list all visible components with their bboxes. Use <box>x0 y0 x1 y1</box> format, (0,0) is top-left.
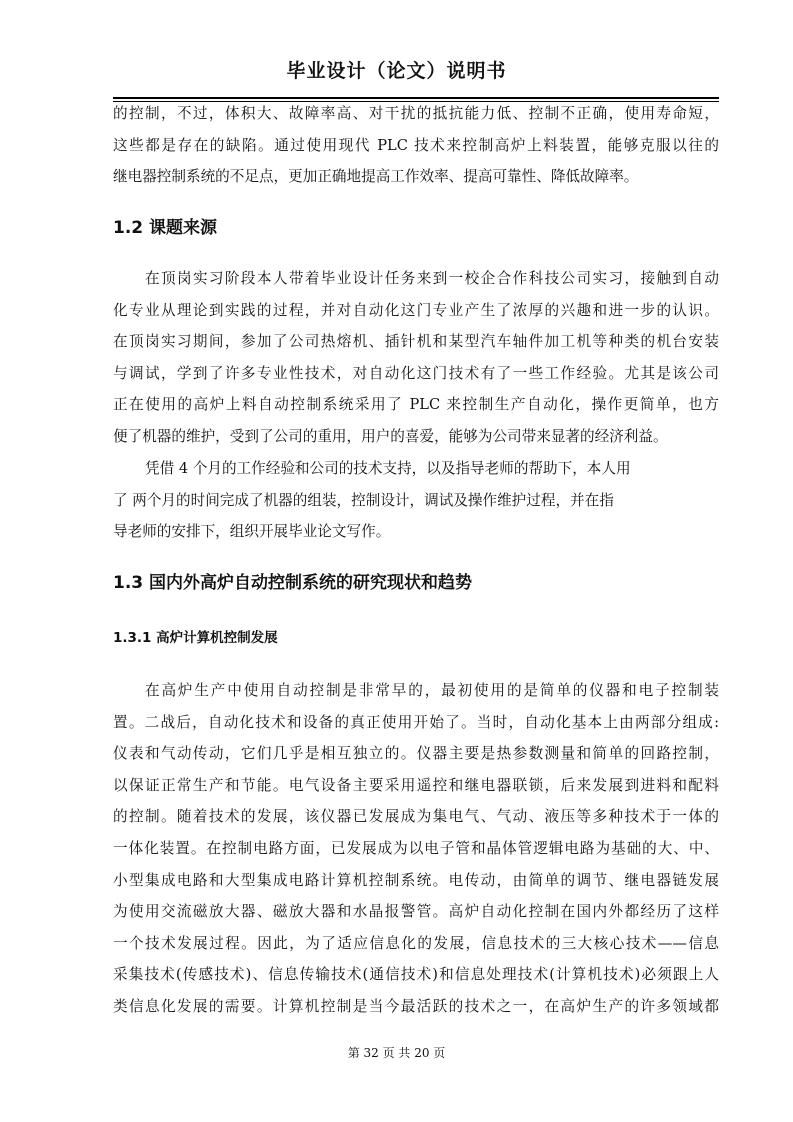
section-1-2-paragraph-2 <box>113 453 719 548</box>
page-number-footer: 第 32 页 共 20 页 <box>347 1046 446 1060</box>
text-line: 置。二战后，自动化技术和设备的真正使用开始了。当时，自动化基本上由两部分组成: <box>113 713 719 731</box>
text-line: 类信息化发展的需要。计算机控制是当今最活跃的技术之一，在高炉生产的许多领域都 <box>113 997 719 1015</box>
section-heading-1-2: 1.2 课题来源 <box>113 218 218 238</box>
page-header-title: 毕业设计（论文）说明书 <box>286 60 507 82</box>
text-line: 的控制。随着技术的发展，该仪器已发展成为集电气、气动、液压等多种技术于一体的 <box>113 808 719 826</box>
text-line: 继电器控制系统的不足点，更加正确地提高工作效率、提高可靠性、降低故障率。 <box>113 168 639 186</box>
text-line: 了 两个月的时间完成了机器的组装，控制设计，调试及操作维护过程，并在指 <box>113 491 614 509</box>
subsection-heading-1-3-1: 1.3.1 高炉计算机控制发展 <box>113 630 278 646</box>
text-line: 正在使用的高炉上料自动控制系统采用了 PLC 来控制生产自动化，操作更简单，也方 <box>113 396 719 414</box>
text-line: 一体化装置。在控制电路方面，已发展成为以电子管和晶体管逻辑电路为基础的大、中、 <box>113 839 719 857</box>
text-line: 凭借 4 个月的工作经验和公司的技术支持，以及指导老师的帮助下，本人用 <box>145 460 631 477</box>
text-line: 一个技术发展过程。因此，为了适应信息化的发展，信息技术的三大核心技术——信息 <box>113 934 719 952</box>
text-line: 在高炉生产中使用自动控制是非常早的，最初使用的是简单的仪器和电子控制装 <box>145 682 719 699</box>
text-line: 这些都是存在的缺陷。通过使用现代 PLC 技术来控制高炉上料装置，能够克服以往的 <box>113 136 719 154</box>
text-line: 导老师的安排下，组织开展毕业论文写作。 <box>113 523 391 541</box>
text-line: 采集技术(传感技术)、信息传输技术(通信技术)和信息处理技术(计算机技术)必须跟上人 <box>113 966 719 984</box>
text-line: 为使用交流磁放大器、磁放大器和水晶报警管。高炉自动化控制在国内外都经历了这样 <box>113 903 719 921</box>
text-line: 的控制，不过，体积大、故障率高、对干扰的抵抗能力低、控制不正确，使用寿命短， <box>113 105 719 122</box>
text-line: 便了机器的维护，受到了公司的重用，用户的喜爱，能够为公司带来显著的经济利益。 <box>113 427 668 445</box>
intro-paragraph <box>113 98 719 193</box>
text-line: 在顶岗实习期间，参加了公司热熔机、插针机和某型汽车轴件加工机等种类的机台安装 <box>113 333 719 351</box>
section-1-2-paragraph-1 <box>113 263 719 453</box>
text-line: 与调试，学到了许多专业性技术，对自动化这门技术有了一些工作经验。尤其是该公司 <box>113 364 719 382</box>
section-1-3-1-paragraph <box>113 675 719 1023</box>
text-line: 小型集成电路和大型集成电路计算机控制系统。电传动，由简单的调节、继电器链发展 <box>113 871 719 889</box>
section-heading-1-3: 1.3 国内外高炉自动控制系统的研究现状和趋势 <box>113 573 473 593</box>
text-line: 在顶岗实习阶段本人带着毕业设计任务来到一校企合作科技公司实习，接触到自动 <box>145 270 719 287</box>
text-line: 以保证正常生产和节能。电气设备主要采用遥控和继电器联锁，后来发展到进料和配料 <box>113 776 719 794</box>
text-line: 仪表和气动传动，它们几乎是相互独立的。仪器主要是热参数测量和简单的回路控制， <box>113 745 719 763</box>
text-line: 化专业从理论到实践的过程，并对自动化这门专业产生了浓厚的兴趣和进一步的认识。 <box>113 301 719 319</box>
